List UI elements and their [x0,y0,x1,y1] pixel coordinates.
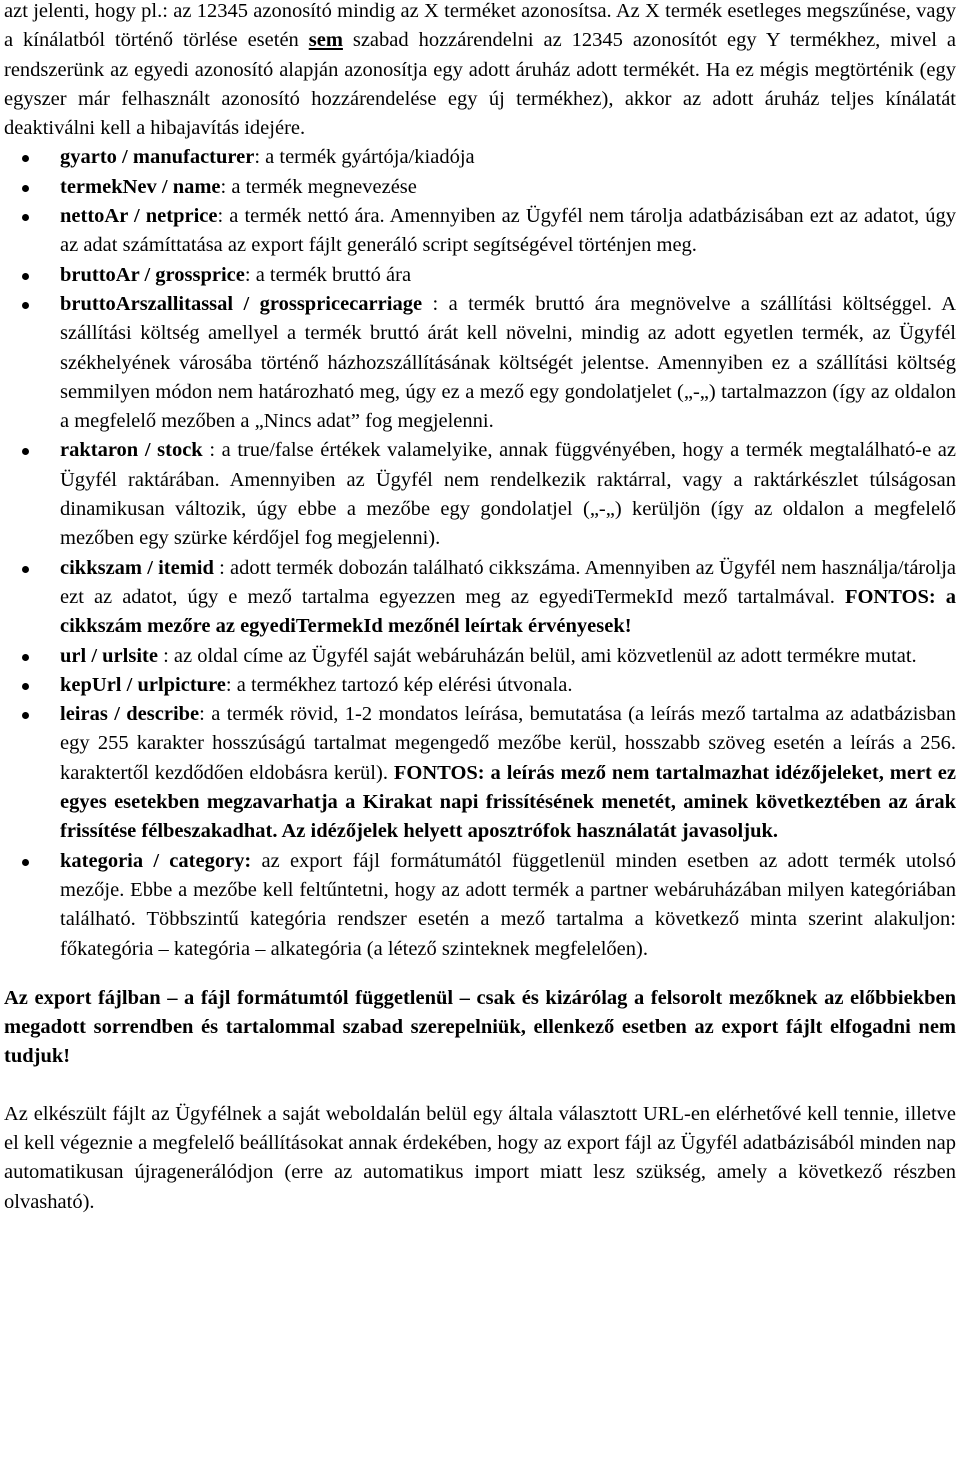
bullet-icon [22,302,29,309]
bullet-icon [22,566,29,573]
field-list [4,143,956,963]
field-item-cikkszam [4,554,956,642]
field-item-bruttoar [4,261,956,290]
bullet-icon [22,185,29,192]
field-key: url / urlsite [60,644,158,667]
field-key: kepUrl / urlpicture [60,673,226,696]
bullet-icon [22,448,29,455]
field-desc: : az oldal címe az Ügyfél saját webáruházán belül, ami közvetlenül az adott termékre mutat. [157,644,917,667]
field-key: gyarto / manufacturer [60,146,255,169]
field-item-kepurl [4,671,956,700]
bullet-icon [22,712,29,719]
field-key: leiras / describe [60,703,200,726]
field-key: kategoria / category: [60,849,252,872]
important-paragraph: Az export fájlban – a fájl formátumtól függetlenül – csak és kizárólag a felsorolt mezőknek az előbbiekben megadott sorrendben és tartalommal szabad szerepelniük, ellenkező esetben az export fájlt elfogadni nem tudjuk! [4,986,956,1068]
field-item-termeknev [4,173,956,202]
field-desc: : a termék bruttó ára [244,263,412,286]
field-item-bruttoarszallitassal [4,290,956,436]
field-desc: : a termék megnevezése [220,175,417,198]
field-important-note: FONTOS: a cikkszám mezőre az egyediTermekId mezőnél leírtak érvényesek! [60,585,956,638]
spacer [4,964,956,984]
bullet-icon [22,273,29,280]
field-desc: az export fájl formátumától függetlenül minden esetben az adott termék utolsó mezője. Ebbe a mezőbe kell feltűntetni, hogy az adott termék a partner webáruházában milyen kategóriában található. Többszintű kategória rendszer esetén a mező tartalma a következő minta szerint alakuljon: főkategória – kategória – alkategória (a létező szinteknek megfelelően). [60,849,956,960]
field-item-url [4,642,956,671]
bullet-icon [22,859,29,866]
field-item-leiras [4,700,956,846]
field-key: cikkszam / itemid [60,556,214,579]
emphasis-sem: sem [308,29,343,52]
bullet-icon [22,654,29,661]
field-important-note: FONTOS: a leírás mező nem tartalmazhat idézőjeleket, mert ez egyes esetekben megzavarhatja a Kirakat napi frissítésének menetét, aminek következtében az árak frissítése félbeszakadhat. Az idézőjelek helyett aposztrófok használatát javasoljuk. [60,761,956,843]
field-key: termekNev / name [60,175,221,198]
spacer [4,1072,956,1100]
document-page [4,0,956,1217]
bullet-icon [22,214,29,221]
field-desc: : a termék rövid, 1-2 mondatos leírása, bemutatása (a leírás mező tartalma az adatbázisban egy 255 karakter hosszúságú tartalmat megengedő mezőbe kerül, hosszabb szöveg esetén a leírás a 256. karaktertől kezdődően eldobásra kerül). [60,703,956,784]
field-item-raktaron [4,436,956,553]
bullet-icon [22,683,29,690]
field-desc: : a termékhez tartozó kép elérési útvonala. [225,673,573,696]
field-key: raktaron / stock [60,439,203,462]
intro-paragraph [4,0,956,143]
field-key: nettoAr / netprice [60,205,218,228]
intro-text-1: azt jelenti, hogy pl.: az 12345 azonosító mindig az X terméket azonosítsa. Az X termék esetleges megszűnése, vagy a kínálatból történő törlése esetén [4,0,956,52]
closing-paragraph: Az elkészült fájlt az Ügyfélnek a saját weboldalán belül egy általa választott URL-en elérhetővé kell tennie, illetve el kell végeznie a megfelelő beállításokat annak érdekében, hogy az export fájl az Ügyfél adatbázisából minden nap automatikusan újragenerálódjon (erre az automatikus import miatt lesz szükség, amely a következő részben olvasható). [4,1102,956,1213]
intro-text-2: szabad hozzárendelni az 12345 azonosítót egy Y termékhez, mivel a rendszerünk az egyedi azonosító alapján azonosítja egy adott áruház adott termékét. Ha ez mégis megtörténik (egy egyszer már felhasznált azonosító hozzárendelése egy új termékhez), akkor az adott áruház teljes kínálatát deaktiválni kell a hibajavítás idejére. [4,29,956,140]
field-desc: : a termék gyártója/kiadója [254,146,475,169]
field-item-gyarto [4,143,956,172]
field-item-kategoria [4,847,956,964]
bullet-icon [22,155,29,162]
field-key: bruttoAr / grossprice [60,263,245,286]
field-desc: : a termék bruttó ára megnövelve a szállítási költséggel. A szállítási költség amellyel a termék bruttó árát kell növelni, mindig az adott egyetlen termék, az Ügyfél székhelyének városába történő házhozszállításának költségét jelentse. Amennyiben ez a szállítási költség semmilyen módon nem határozható meg, úgy ez a mező egy gondolatjelet („-„) tartalmazzon (így az oldalon a megfelelő mezőben a „Nincs adat” fog megjelenni. [60,292,956,433]
field-desc: : a true/false értékek valamelyike, annak függvényében, hogy a termék megtalálható-e az Ügyfél raktárában. Amennyiben az Ügyfél nem rendelkezik raktárral, vagy a raktárkészlet túlságosan dinamikusan változik, úgy ebbe a mezőbe egy gondolatjel („-„) kerüljön (így az oldalon a megfelelő mezőben egy szürke kérdőjel fog megjelenni). [60,439,956,550]
field-desc: : adott termék dobozán található cikkszáma. Amennyiben az Ügyfél nem használja/tárolja ezt az adatot, úgy e mező tartalma egyezzen meg az egyediTermekId mező tartalmával. [60,556,956,608]
field-item-nettoar [4,202,956,261]
field-key: bruttoArszallitassal / grosspricecarriage [60,292,423,315]
field-desc: : a termék nettó ára. Amennyiben az Ügyfél nem tárolja adatbázisában ezt az adatot, úgy az adat számíttatása az export fájlt generáló script segítségével történjen meg. [60,205,956,257]
